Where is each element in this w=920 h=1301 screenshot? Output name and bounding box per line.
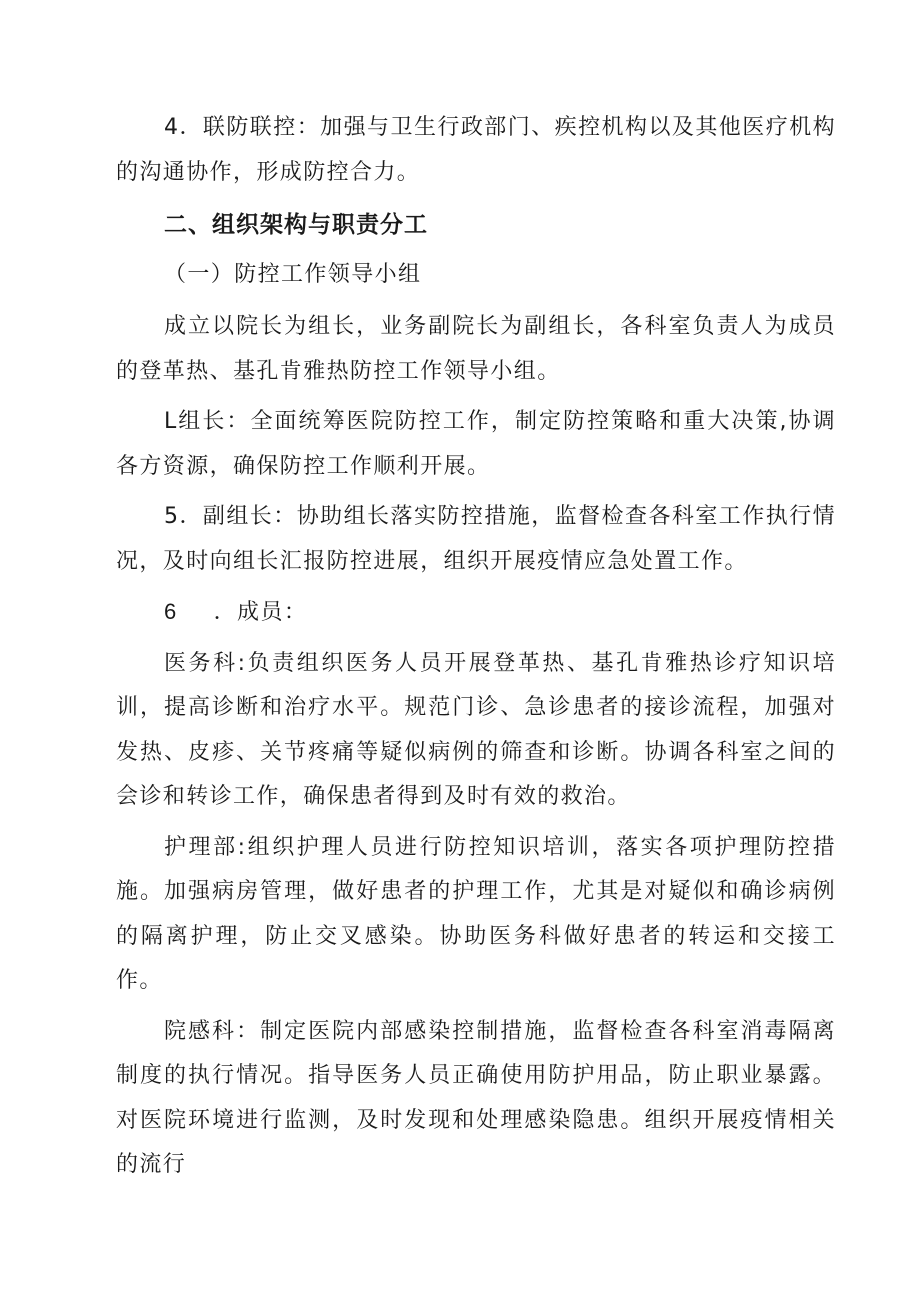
section-heading-organization: 二、组织架构与职责分工	[164, 212, 428, 238]
paragraph-deputy-leader: 5．副组长：协助组长落实防控措施，监督检查各科室工作执行情况，及时向组长汇报防控进展，组织开展疫情应急处置工作。	[116, 504, 836, 574]
paragraph-infection-control: 院感科：制定医院内部感染控制措施，监督检查各科室消毒隔离制度的执行情况。指导医务人员正确使用防护用品，防止职业暴露。对医院环境进行监测，及时发现和处理感染隐患。组织开展疫情相关的流行	[116, 1018, 836, 1177]
members-label: ．成员：	[213, 600, 308, 625]
paragraph-group-establishment: 成立以院长为组长，业务副院长为副组长，各科室负责人为成员的登革热、基孔肯雅热防控工作领导小组。	[116, 314, 836, 384]
members-number: 6	[164, 599, 178, 624]
paragraph-members-heading	[116, 590, 836, 636]
document-body	[116, 106, 836, 1188]
paragraph-medical-affairs: 医务科:负责组织医务人员开展登革热、基孔肯雅热诊疗知识培训，提高诊断和治疗水平。规范门诊、急诊患者的接诊流程，加强对发热、皮疹、关节疼痛等疑似病例的筛查和诊断。协调各科室之间的会诊和转诊工作，确保患者得到及时有效的救治。	[116, 650, 836, 809]
subsection-heading-leading-group: （一）防控工作领导小组	[164, 262, 422, 287]
paragraph-joint-prevention: 4．联防联控：加强与卫生行政部门、疾控机构以及其他医疗机构的沟通协作，形成防控合力。	[116, 115, 836, 185]
paragraph-nursing-department: 护理部:组织护理人员进行防控知识培训，落实各项护理防控措施。加强病房管理，做好患者的护理工作，尤其是对疑似和确诊病例的隔离护理，防止交叉感染。协助医务科做好患者的转运和交接工作。	[116, 834, 836, 993]
paragraph-group-leader: L组长：全面统筹医院防控工作，制定防控策略和重大决策,协调各方资源，确保防控工作顺利开展。	[116, 409, 836, 479]
